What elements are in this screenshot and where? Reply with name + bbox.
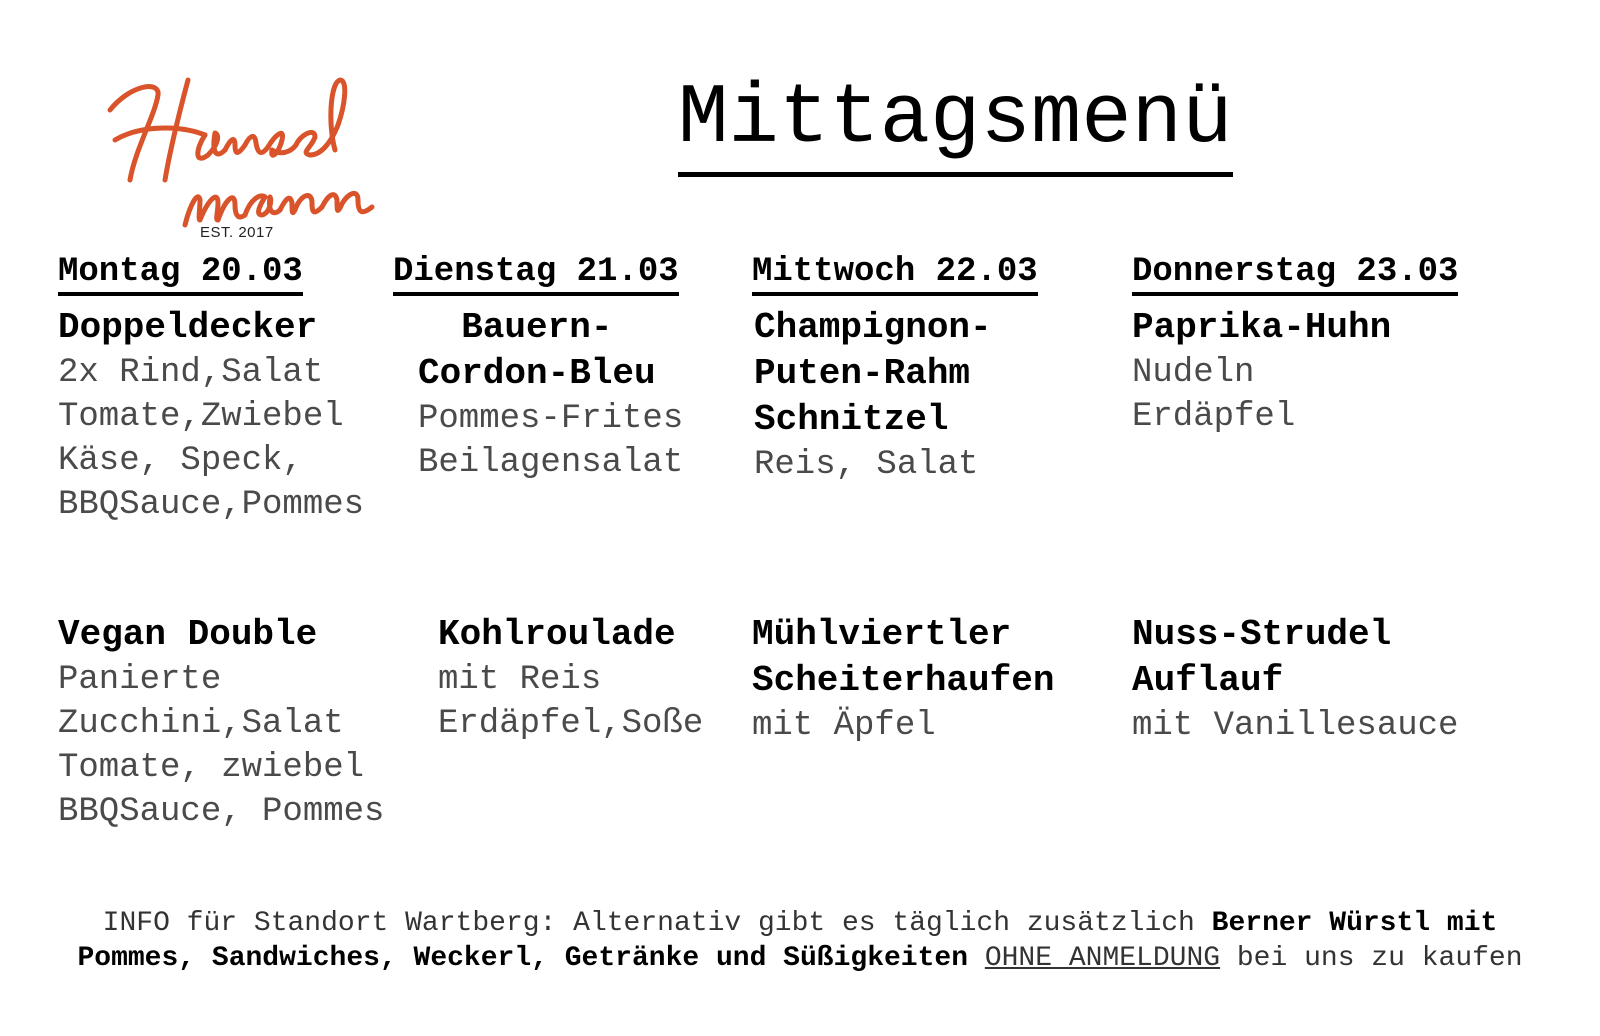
footer-no-registration: OHNE ANMELDUNG bbox=[984, 943, 1221, 974]
dish-monday-2 bbox=[58, 612, 384, 834]
dish-name: Bauern- bbox=[418, 307, 613, 348]
dish-desc-line: Zucchini,Salat bbox=[58, 705, 344, 743]
day-header-tuesday: Dienstag 21.03 bbox=[393, 252, 679, 296]
dish-desc-line: Nudeln bbox=[1132, 354, 1255, 392]
hanselmann-logo bbox=[100, 55, 380, 245]
dish-name: Nuss-Strudel bbox=[1132, 614, 1392, 655]
footer-prefix: INFO für Standort Wartberg: Alternativ gibt es täglich zusätzlich bbox=[102, 908, 1212, 939]
dish-desc-line: 2x Rind,Salat bbox=[58, 354, 324, 392]
dish-desc-line: BBQSauce, Pommes bbox=[58, 793, 385, 831]
hanselmann-logo-script bbox=[100, 55, 380, 245]
day-header-monday: Montag 20.03 bbox=[58, 252, 303, 296]
dish-monday-1 bbox=[58, 305, 364, 527]
dish-desc-line: mit Äpfel bbox=[752, 707, 936, 745]
page-title: Mittagsmenü bbox=[678, 70, 1233, 177]
established-label: EST. 2017 bbox=[200, 224, 274, 241]
dish-name: Vegan Double bbox=[58, 614, 318, 655]
dish-wednesday-1 bbox=[754, 305, 992, 487]
dish-desc-line: Beilagensalat bbox=[418, 444, 684, 482]
dish-desc-line: Tomate,Zwiebel bbox=[58, 398, 344, 436]
dish-name: Kohlroulade bbox=[438, 614, 676, 655]
dish-name: Doppeldecker bbox=[58, 307, 318, 348]
dish-name: Champignon- bbox=[754, 307, 992, 348]
dish-thursday-1 bbox=[1132, 305, 1391, 439]
dish-desc-line: Tomate, zwiebel bbox=[58, 749, 365, 787]
dish-name: Auflauf bbox=[1132, 660, 1284, 701]
dish-name: Puten-Rahm bbox=[754, 353, 971, 394]
dish-desc-line: Käse, Speck, bbox=[58, 442, 303, 480]
dish-desc-line: Panierte bbox=[58, 661, 222, 699]
dish-desc-line: mit Reis bbox=[438, 661, 602, 699]
day-header-thursday: Donnerstag 23.03 bbox=[1132, 252, 1458, 296]
dish-desc-line: BBQSauce,Pommes bbox=[58, 486, 365, 524]
dish-name: Cordon-Bleu bbox=[418, 353, 656, 394]
dish-desc-line: Erdäpfel bbox=[1132, 398, 1296, 436]
dish-desc-line: Erdäpfel,Soße bbox=[438, 705, 704, 743]
dish-name: Scheiterhaufen bbox=[752, 660, 1055, 701]
dish-name: Schnitzel bbox=[754, 399, 949, 440]
dish-name: Paprika-Huhn bbox=[1132, 307, 1392, 348]
dish-tuesday-1 bbox=[418, 305, 683, 485]
footer-bold-offer: Berner Würstl mit Pommes, Sandwiches, Weckerl, Getränke und Süßigkeiten bbox=[77, 908, 1498, 974]
footer-suffix: bei uns zu kaufen bbox=[1220, 943, 1523, 974]
dish-wednesday-2 bbox=[752, 612, 1054, 748]
dish-desc-line: Pommes-Frites bbox=[418, 400, 684, 438]
dish-desc-line: Reis, Salat bbox=[754, 446, 979, 484]
info-footer bbox=[50, 906, 1550, 976]
dish-name: Mühlviertler bbox=[752, 614, 1012, 655]
dish-thursday-2 bbox=[1132, 612, 1458, 748]
dish-desc-line: mit Vanillesauce bbox=[1132, 707, 1459, 745]
dish-tuesday-2 bbox=[438, 612, 703, 746]
footer-space bbox=[968, 943, 985, 974]
day-header-wednesday: Mittwoch 22.03 bbox=[752, 252, 1038, 296]
